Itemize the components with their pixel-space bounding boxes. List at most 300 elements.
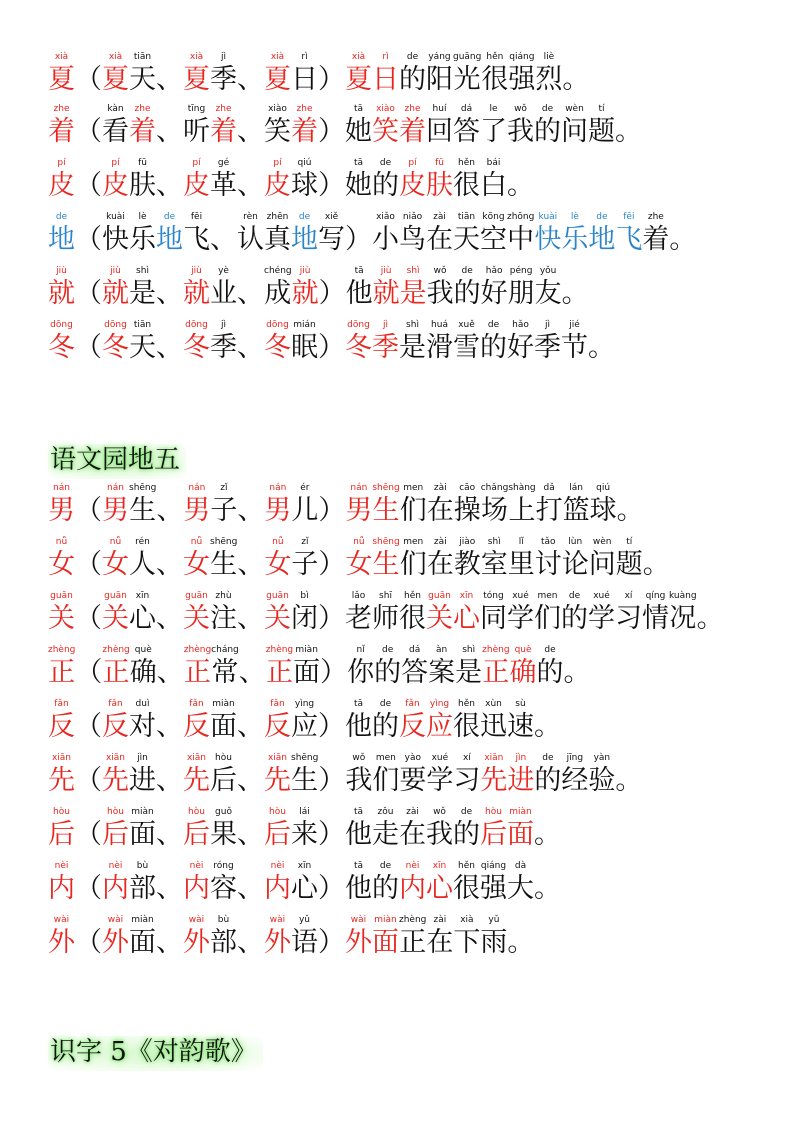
- punctuation: 。: [507, 915, 534, 956]
- pinyin: shì: [399, 266, 427, 276]
- pinyin: hòu: [264, 807, 291, 817]
- punctuation: ）: [318, 158, 345, 199]
- pinyin: xiě: [318, 212, 345, 222]
- pinyin: chéng: [264, 266, 292, 276]
- pinyin: jì: [210, 52, 237, 62]
- hanzi-char: 的de: [372, 158, 399, 201]
- pinyin: fēi: [183, 212, 210, 222]
- pinyin: zhe: [291, 104, 318, 114]
- pinyin: pí: [183, 158, 210, 168]
- pinyin: péng: [507, 266, 535, 276]
- punctuation: 。: [617, 483, 644, 524]
- pinyin: [156, 915, 183, 927]
- pinyin: xiān: [48, 753, 75, 763]
- hanzi-char: 友yǒu: [534, 266, 562, 309]
- pinyin: [237, 753, 264, 765]
- pinyin: bù: [129, 861, 156, 871]
- hanzi-char: 内nèi: [102, 861, 129, 904]
- pinyin: hòu: [480, 807, 507, 817]
- pinyin: fǎn: [264, 699, 291, 709]
- pinyin: [534, 861, 561, 873]
- pinyin: guāng: [453, 52, 482, 62]
- hanzi-char: 上shàng: [508, 483, 536, 526]
- hanzi-char: 是shì: [129, 266, 156, 309]
- punctuation: （: [75, 483, 102, 524]
- pinyin: [318, 753, 345, 765]
- punctuation: ）: [318, 104, 345, 145]
- hanzi-char: 关guān: [102, 591, 129, 634]
- pinyin: [75, 807, 102, 819]
- hanzi-char: 的de: [561, 591, 588, 634]
- pinyin: xiān: [264, 753, 291, 763]
- punctuation: ）: [318, 537, 345, 578]
- pinyin: [75, 158, 102, 170]
- pinyin: [237, 158, 264, 170]
- vocab-line: [48, 104, 642, 145]
- pinyin: [345, 212, 372, 224]
- pinyin: sù: [507, 699, 534, 709]
- punctuation: ）: [318, 320, 345, 361]
- vocab-line: [48, 807, 561, 848]
- hanzi-char: 天tiān: [453, 212, 480, 255]
- hanzi-char: 案àn: [428, 645, 456, 688]
- pinyin: nán: [183, 483, 211, 493]
- pinyin: jiù: [48, 266, 75, 276]
- pinyin: [507, 158, 534, 170]
- vocab-line: [48, 320, 615, 361]
- pinyin: [318, 483, 345, 495]
- hanzi-char: 面miàn: [129, 807, 156, 850]
- pinyin: bì: [291, 591, 318, 601]
- hanzi-char: 笑xiào: [264, 104, 291, 147]
- pinyin: wài: [48, 915, 75, 925]
- hanzi-char: 内nèi: [183, 861, 210, 904]
- hanzi-char: 听tīng: [183, 104, 210, 147]
- pinyin: guǒ: [210, 807, 237, 817]
- hanzi-char: 在zài: [426, 915, 454, 958]
- pinyin: nèi: [399, 861, 426, 871]
- hanzi-char: 外wài: [183, 915, 210, 958]
- vocab-line: [48, 699, 561, 740]
- pinyin: xiào: [264, 104, 291, 114]
- pinyin: ér: [291, 483, 319, 493]
- pinyin: lùn: [561, 537, 589, 547]
- pinyin: [156, 753, 183, 765]
- hanzi-char: 季jì: [210, 320, 237, 363]
- punctuation: 、: [237, 320, 264, 361]
- pinyin: kuài: [534, 212, 562, 222]
- punctuation: 。: [588, 320, 615, 361]
- hanzi-char: 生shēng: [291, 753, 319, 796]
- punctuation: 、: [237, 537, 264, 578]
- punctuation: （: [75, 104, 102, 145]
- pinyin: xiǎo: [372, 212, 399, 222]
- hanzi-char: 师shī: [372, 591, 399, 634]
- hanzi-char: 快kuài: [102, 212, 129, 255]
- pinyin: jiù: [372, 266, 400, 276]
- hanzi-char: 认rèn: [237, 212, 264, 255]
- punctuation: ）: [318, 699, 345, 740]
- hanzi-char: 打dǎ: [535, 483, 563, 526]
- pinyin: de: [48, 212, 75, 222]
- hanzi-char: 着zhe: [642, 212, 670, 255]
- pinyin: [156, 266, 183, 278]
- pinyin: zǒu: [372, 807, 399, 817]
- hanzi-char: 正zhèng: [183, 645, 212, 688]
- hanzi-char: 女nǚ: [345, 537, 373, 580]
- punctuation: 、: [156, 320, 183, 361]
- pinyin: shēng: [129, 483, 157, 493]
- hanzi-char: 心xīn: [129, 591, 156, 634]
- hanzi-char: 我wǒ: [507, 104, 534, 147]
- pinyin: hǎo: [507, 320, 534, 330]
- hanzi-char: 夏xià: [102, 52, 129, 95]
- hanzi-char: 真zhēn: [264, 212, 291, 255]
- hanzi-char: 果guǒ: [210, 807, 237, 850]
- pinyin: niǎo: [399, 212, 426, 222]
- pinyin: [156, 483, 183, 495]
- hanzi-char: 他tā: [345, 861, 372, 904]
- pinyin: [156, 320, 183, 332]
- vocab-line: [48, 52, 589, 93]
- pinyin: hěn: [481, 52, 509, 62]
- hanzi-char: 里lǐ: [507, 537, 535, 580]
- pinyin: [75, 52, 102, 64]
- pinyin: xué: [588, 591, 615, 601]
- hanzi-char: 中zhōng: [507, 212, 535, 255]
- pinyin: jīng: [561, 753, 589, 763]
- hanzi-char: 成chéng: [264, 266, 292, 309]
- hanzi-char: 应yìng: [426, 699, 453, 742]
- hanzi-char: 的de: [453, 807, 480, 850]
- hanzi-char: 题tí: [615, 537, 643, 580]
- punctuation: （: [75, 699, 102, 740]
- pinyin: [156, 158, 183, 170]
- pinyin: yǔ: [291, 915, 318, 925]
- pinyin: [75, 699, 102, 711]
- hanzi-char: 子zǐ: [210, 483, 238, 526]
- pinyin: nǚ: [48, 537, 75, 547]
- hanzi-char: 看kàn: [102, 104, 129, 147]
- hanzi-char: 笑xiào: [372, 104, 399, 147]
- punctuation: 。: [564, 645, 591, 686]
- hanzi-char: 情qíng: [642, 591, 669, 634]
- punctuation: 、: [237, 915, 264, 956]
- pinyin: de: [372, 158, 399, 168]
- pinyin: huá: [426, 320, 453, 330]
- pinyin: [237, 591, 264, 603]
- hanzi-char: 了le: [480, 104, 507, 147]
- pinyin: de: [453, 266, 481, 276]
- pinyin: xiān: [480, 753, 508, 763]
- pinyin: yàn: [588, 753, 616, 763]
- punctuation: （: [75, 212, 102, 253]
- hanzi-char: 先xiān: [264, 753, 291, 796]
- pinyin: fǎn: [183, 699, 210, 709]
- pinyin: nǚ: [102, 537, 129, 547]
- hanzi-char: 飞fēi: [615, 212, 643, 255]
- pinyin: xùn: [480, 699, 507, 709]
- punctuation: （: [75, 591, 102, 632]
- pinyin: lái: [291, 807, 318, 817]
- pinyin: [75, 104, 102, 116]
- pinyin: zhèng: [183, 645, 212, 655]
- pinyin: [237, 915, 264, 927]
- pinyin: qiáng: [480, 861, 507, 871]
- pinyin: nán: [102, 483, 129, 493]
- pinyin: fǎn: [102, 699, 129, 709]
- hanzi-char: 正zhèng: [102, 645, 130, 688]
- pinyin: hòu: [210, 753, 237, 763]
- hanzi-char: 正zhèng: [482, 645, 510, 688]
- hanzi-char: 很hěn: [399, 591, 426, 634]
- hanzi-char: 生shēng: [372, 483, 400, 526]
- hanzi-char: 革gé: [210, 158, 237, 201]
- pinyin: xīn: [453, 591, 480, 601]
- hanzi-char: 乐lè: [561, 212, 589, 255]
- pinyin: lǎo: [345, 591, 372, 601]
- hanzi-char: 面miàn: [293, 645, 321, 688]
- pinyin: de: [372, 861, 399, 871]
- pinyin: yìng: [291, 699, 318, 709]
- pinyin: [75, 753, 102, 765]
- pinyin: jìn: [507, 753, 535, 763]
- pinyin: nǚ: [183, 537, 210, 547]
- pinyin: xīn: [129, 591, 156, 601]
- hanzi-char: 容róng: [210, 861, 237, 904]
- hanzi-char: 经jīng: [561, 753, 589, 796]
- pinyin: tiān: [129, 320, 156, 330]
- punctuation: 。: [507, 158, 534, 199]
- hanzi-char: 常cháng: [211, 645, 239, 688]
- pinyin: hěn: [399, 591, 426, 601]
- hanzi-char: 他tā: [345, 699, 372, 742]
- pinyin: nèi: [183, 861, 210, 871]
- pinyin: shī: [372, 591, 399, 601]
- pinyin: guān: [264, 591, 291, 601]
- pinyin: zhe: [48, 104, 75, 114]
- hanzi-char: 大dà: [507, 861, 534, 904]
- pinyin: wèn: [588, 537, 616, 547]
- hanzi-char: 速sù: [507, 699, 534, 742]
- pinyin: [75, 591, 102, 603]
- hanzi-char: 内nèi: [264, 861, 291, 904]
- hanzi-char: 的de: [374, 645, 402, 688]
- hanzi-char: 快kuài: [534, 212, 562, 255]
- pinyin: bái: [480, 158, 507, 168]
- hanzi-char: 他tā: [345, 266, 373, 309]
- punctuation: 。: [534, 861, 561, 902]
- hanzi-char: 内nèi: [399, 861, 426, 904]
- hanzi-char: 面miàn: [210, 699, 237, 742]
- pinyin: zhe: [129, 104, 156, 114]
- hanzi-char: 是shì: [399, 320, 426, 363]
- punctuation: 、: [237, 591, 264, 632]
- hanzi-char: 冬dōng: [183, 320, 210, 363]
- pinyin: de: [453, 807, 480, 817]
- pinyin: àn: [428, 645, 456, 655]
- hanzi-char: 后hòu: [264, 807, 291, 850]
- pinyin: [237, 483, 264, 495]
- pinyin: nán: [345, 483, 373, 493]
- hanzi-char: 夏xià: [264, 52, 291, 95]
- vocab-line: [48, 645, 591, 686]
- pinyin: [320, 645, 347, 657]
- pinyin: liè: [535, 52, 563, 62]
- vocab-line: [48, 212, 696, 253]
- hanzi-char: 雨yǔ: [480, 915, 508, 958]
- pinyin: yáng: [426, 52, 453, 62]
- hanzi-char: 很hěn: [481, 52, 509, 95]
- hanzi-char: 们men: [399, 483, 427, 526]
- pinyin: [318, 591, 345, 603]
- pinyin: tā: [345, 807, 372, 817]
- pinyin: wài: [264, 915, 291, 925]
- hanzi-char: 面miàn: [372, 915, 399, 958]
- hanzi-char: 况kuàng: [669, 591, 697, 634]
- pinyin: dǎ: [535, 483, 563, 493]
- pinyin: [318, 861, 345, 873]
- pinyin: de: [156, 212, 183, 222]
- hanzi-char: 生shēng: [129, 483, 157, 526]
- hanzi-char: 外wài: [345, 915, 372, 958]
- pinyin: [75, 483, 102, 495]
- punctuation: 、: [156, 591, 183, 632]
- pinyin: dá: [453, 104, 480, 114]
- pinyin: nèi: [48, 861, 75, 871]
- punctuation: （: [75, 320, 102, 361]
- hanzi-char: 在zài: [426, 537, 454, 580]
- punctuation: 。: [534, 699, 561, 740]
- pinyin: de: [534, 104, 561, 114]
- pinyin: de: [372, 699, 399, 709]
- pinyin: [507, 915, 534, 927]
- punctuation: 。: [669, 212, 696, 253]
- hanzi-char: 子zǐ: [291, 537, 319, 580]
- punctuation: 、: [156, 52, 183, 93]
- pinyin: shì: [399, 320, 426, 330]
- pinyin: mián: [291, 320, 318, 330]
- pinyin: tí: [588, 104, 615, 114]
- punctuation: ）: [318, 591, 345, 632]
- hanzi-char: 教jiào: [453, 537, 481, 580]
- hanzi-char: 男nán: [102, 483, 129, 526]
- pinyin: [534, 699, 561, 711]
- pinyin: xià: [264, 52, 291, 62]
- hanzi-char: 朋péng: [507, 266, 535, 309]
- hanzi-char: 季jì: [534, 320, 561, 363]
- punctuation: （: [75, 52, 102, 93]
- pinyin: jì: [534, 320, 561, 330]
- pinyin: xià: [453, 915, 481, 925]
- pinyin: de: [534, 753, 562, 763]
- hanzi-char: 老lǎo: [345, 591, 372, 634]
- pinyin: [697, 591, 724, 603]
- punctuation: 、: [237, 699, 264, 740]
- vocab-line: [48, 158, 534, 199]
- hanzi-char: 空kōng: [480, 212, 507, 255]
- hanzi-char: 题tí: [588, 104, 615, 147]
- pinyin: [75, 645, 102, 657]
- hanzi-char: 正zhèng: [265, 645, 294, 688]
- vocab-line: [48, 591, 724, 632]
- section-heading: 语文园地五: [48, 444, 186, 479]
- punctuation: （: [75, 861, 102, 902]
- pinyin: xià: [102, 52, 129, 62]
- hanzi-char: 男nán: [183, 483, 211, 526]
- hanzi-char: 夏xià: [345, 52, 372, 95]
- hanzi-char: 白bái: [480, 158, 507, 201]
- hanzi-char: 反fǎn: [102, 699, 129, 742]
- pinyin: de: [374, 645, 402, 655]
- hanzi-char: 反fǎn: [399, 699, 426, 742]
- hanzi-char: 面miàn: [507, 807, 534, 850]
- hanzi-char: 她tā: [345, 158, 372, 201]
- hanzi-char: 迅xùn: [480, 699, 507, 742]
- pinyin: nǚ: [264, 537, 292, 547]
- pinyin: yào: [399, 753, 427, 763]
- hanzi-char: 季jì: [372, 320, 399, 363]
- pinyin: shēng: [372, 483, 400, 493]
- pinyin: dōng: [183, 320, 210, 330]
- pinyin: [237, 861, 264, 873]
- hanzi-char: 对duì: [129, 699, 156, 742]
- pinyin: yìng: [426, 699, 453, 709]
- pinyin: rén: [129, 537, 156, 547]
- punctuation: ）: [318, 807, 345, 848]
- pinyin: zhōng: [507, 212, 535, 222]
- hanzi-char: 外wài: [264, 915, 291, 958]
- hanzi-char: 正zhèng: [48, 645, 76, 688]
- pinyin: hòu: [102, 807, 129, 817]
- pinyin: [75, 537, 102, 549]
- hanzi-char: 人rén: [129, 537, 156, 580]
- hanzi-char: 心xīn: [426, 861, 453, 904]
- pinyin: kōng: [480, 212, 507, 222]
- pinyin: zhèng: [48, 645, 76, 655]
- hanzi-char: 就jiù: [48, 266, 75, 309]
- hanzi-char: 我wǒ: [426, 266, 454, 309]
- pinyin: wài: [183, 915, 210, 925]
- pinyin: tīng: [183, 104, 210, 114]
- hanzi-char: 烈liè: [535, 52, 563, 95]
- pinyin: pí: [48, 158, 75, 168]
- hanzi-char: 着zhe: [399, 104, 426, 147]
- vocab-line: [48, 483, 644, 524]
- pinyin: [237, 537, 264, 549]
- hanzi-char: 反fǎn: [183, 699, 210, 742]
- hanzi-char: 的de: [480, 320, 507, 363]
- hanzi-char: 是shì: [455, 645, 483, 688]
- pinyin: [156, 699, 183, 711]
- pinyin: jì: [372, 320, 399, 330]
- hanzi-char: 确què: [509, 645, 537, 688]
- pinyin: zhèng: [265, 645, 294, 655]
- hanzi-char: 是shì: [399, 266, 427, 309]
- pinyin: tí: [615, 537, 643, 547]
- pinyin: zhe: [399, 104, 426, 114]
- pinyin: [210, 212, 237, 224]
- pinyin: zǐ: [291, 537, 319, 547]
- pinyin: jìn: [129, 753, 156, 763]
- pinyin: rì: [291, 52, 318, 62]
- hanzi-char: 问wèn: [588, 537, 616, 580]
- hanzi-char: 注zhù: [210, 591, 237, 634]
- hanzi-char: 好hǎo: [480, 266, 508, 309]
- hanzi-char: 很hěn: [453, 699, 480, 742]
- pinyin: zhù: [210, 591, 237, 601]
- hanzi-char: 地de: [291, 212, 318, 255]
